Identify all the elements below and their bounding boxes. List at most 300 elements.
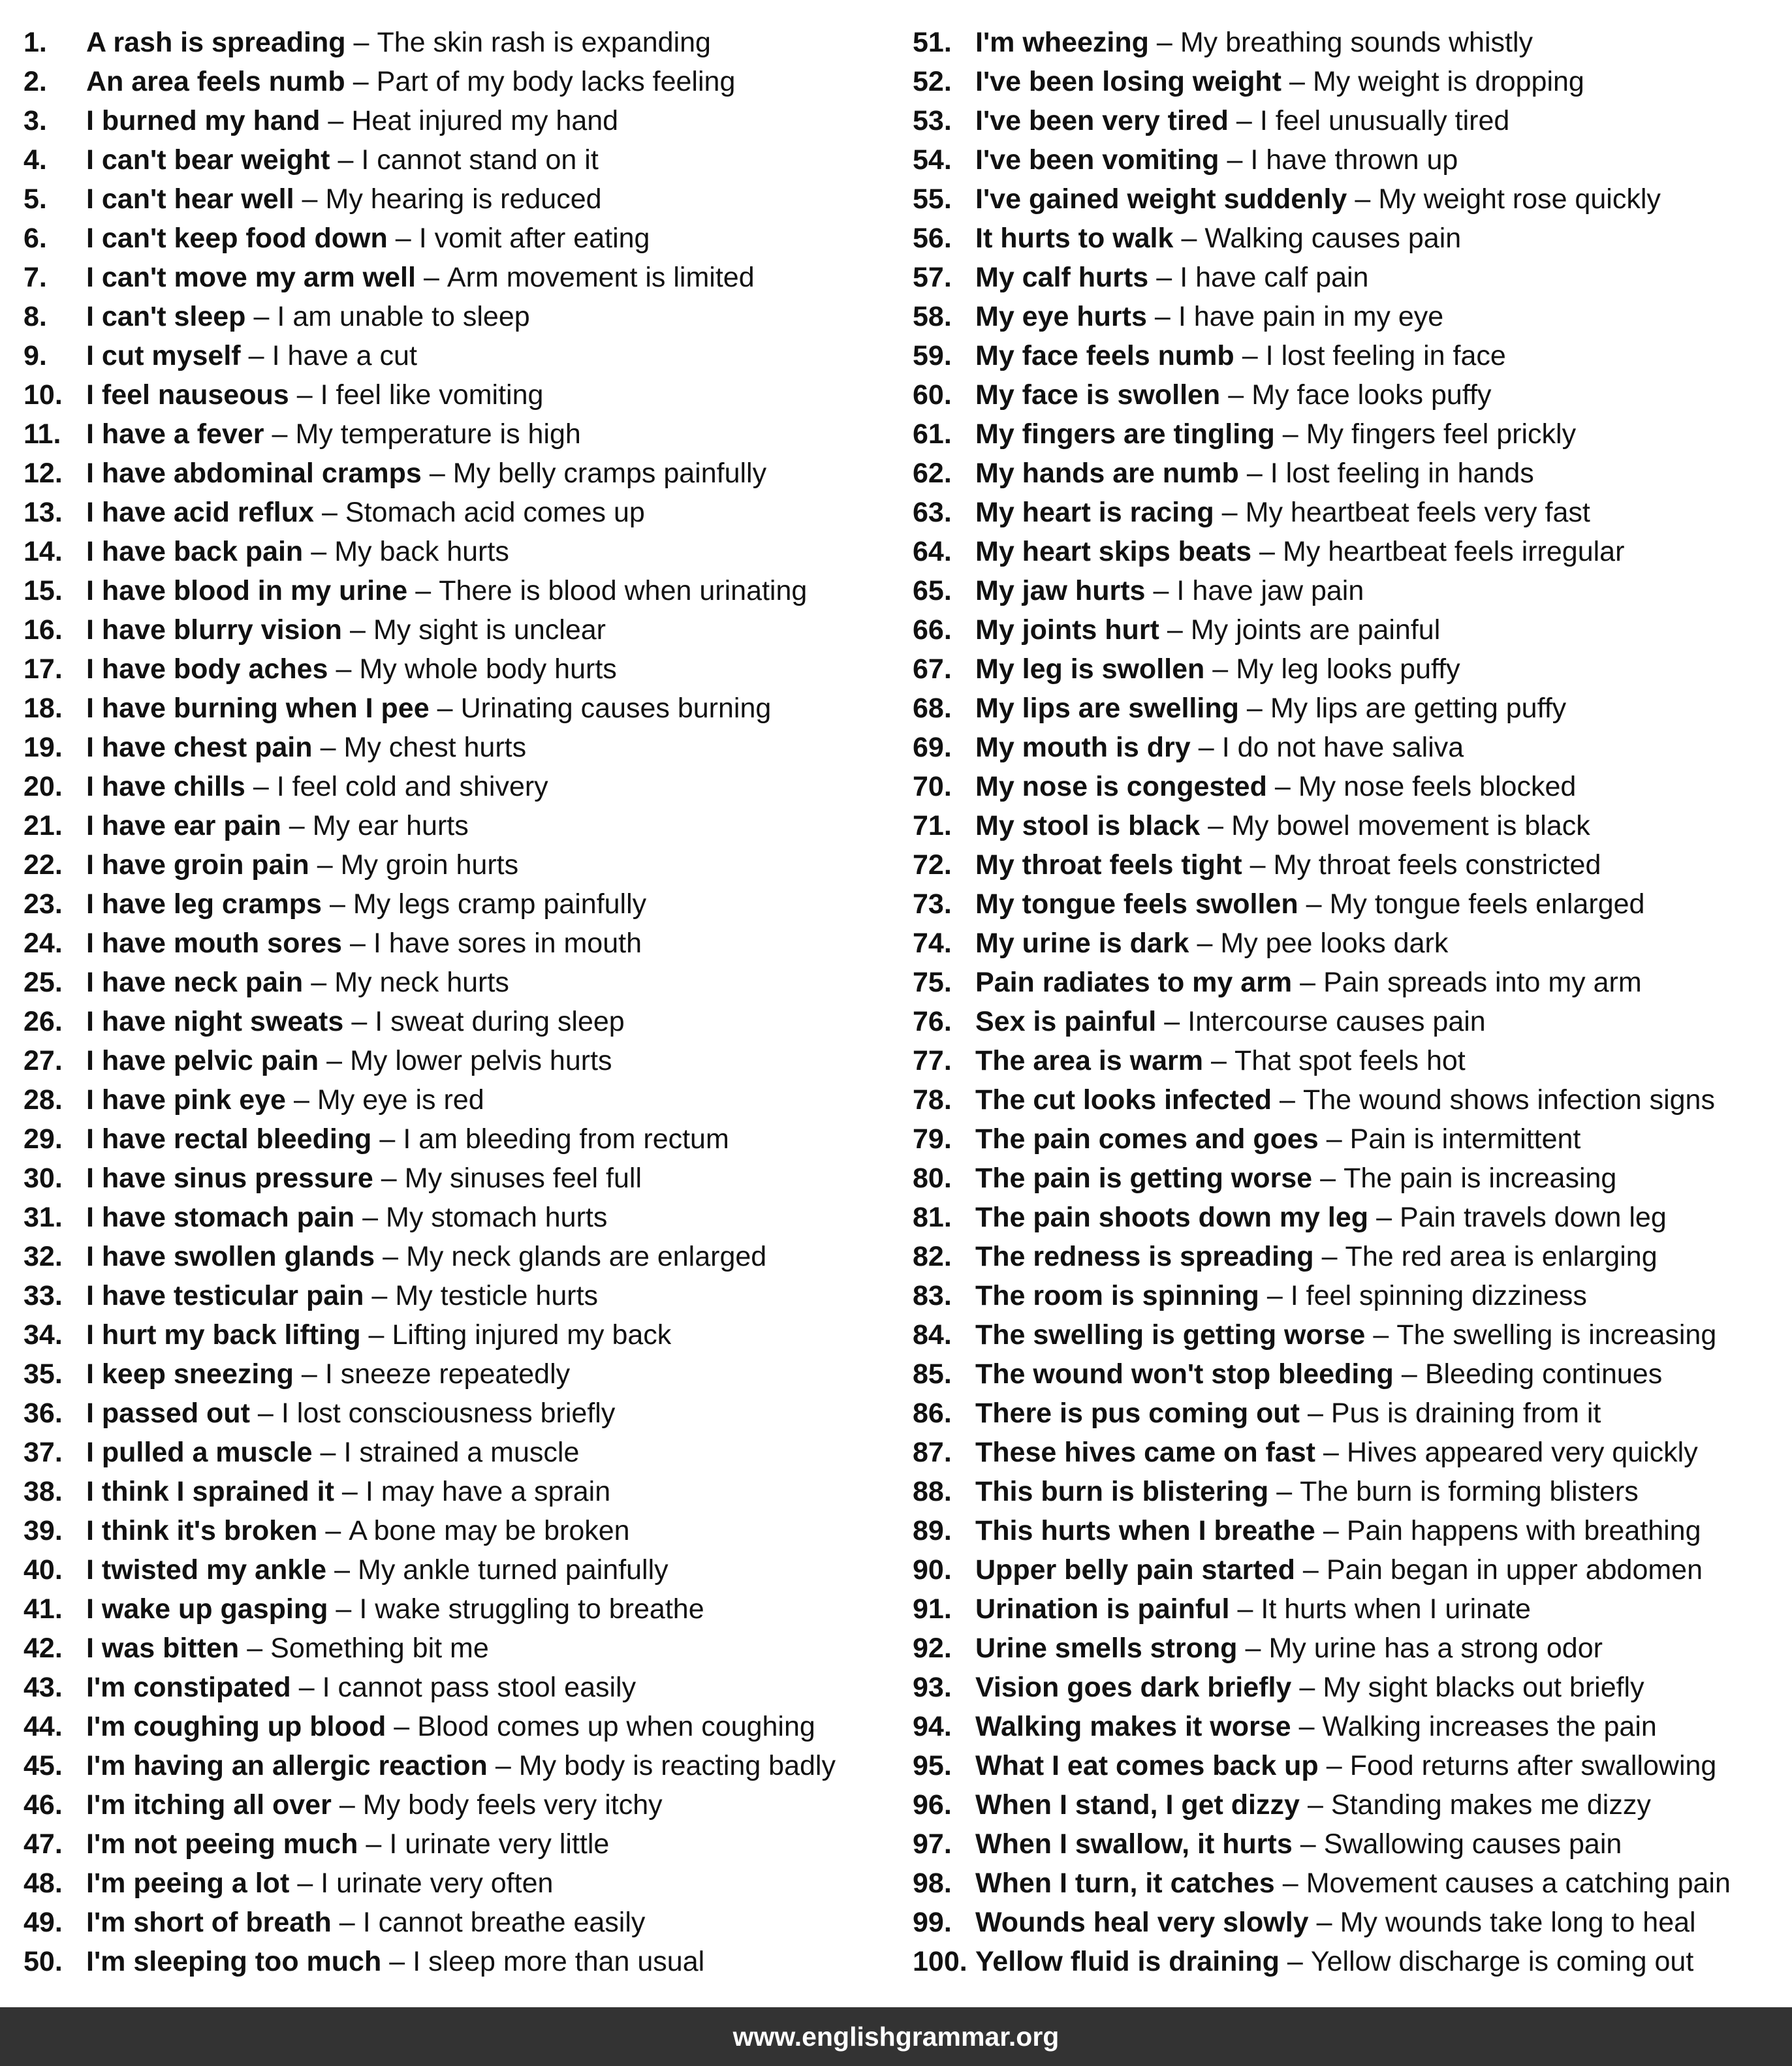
item-number: 25. [24,967,63,998]
item-text [86,1080,484,1119]
item-text [86,140,599,180]
item-text [86,1550,668,1589]
item-meaning: Pain began in upper abdomen [1326,1554,1703,1586]
item-number: 6. [24,223,47,254]
item-text [975,963,1642,1002]
list-item [24,1707,892,1746]
item-number: 38. [24,1476,63,1507]
item-phrase: There is pus coming out [975,1398,1300,1429]
item-number: 44. [24,1711,63,1742]
item-phrase: Pain radiates to my arm [975,967,1293,998]
item-phrase: I can't hear well [86,183,294,215]
list-item [913,258,1787,297]
item-number: 67. [913,653,952,685]
item-text [86,1119,729,1159]
item-phrase: This hurts when I breathe [975,1515,1315,1546]
item-meaning: My wounds take long to heal [1340,1907,1696,1938]
list-item [913,884,1787,924]
item-number: 18. [24,693,63,724]
item-separator: – [1307,1789,1323,1821]
item-separator: – [1237,1593,1253,1625]
item-phrase: Yellow fluid is draining [975,1946,1280,1977]
item-number: 15. [24,575,63,606]
item-separator: – [437,693,453,724]
item-meaning: My breathing sounds whistly [1180,27,1533,58]
item-meaning: Heat injured my hand [351,105,619,136]
item-separator: – [1323,1515,1339,1546]
item-number: 21. [24,810,63,841]
item-number: 36. [24,1398,63,1429]
item-phrase: I have rectal bleeding [86,1123,372,1155]
item-number: 31. [24,1202,63,1233]
right-column [913,23,1787,1981]
item-number: 41. [24,1593,63,1625]
item-separator: – [1164,1006,1180,1037]
item-text [975,454,1534,493]
item-phrase: When I swallow, it hurts [975,1828,1293,1860]
item-phrase: I'm wheezing [975,27,1149,58]
item-meaning: Pain travels down leg [1400,1202,1667,1233]
item-text [975,767,1576,806]
item-number: 35. [24,1358,63,1390]
item-separator: – [1266,1280,1283,1311]
item-text [975,62,1584,101]
item-meaning: I wake struggling to breathe [359,1593,704,1625]
list-item [24,1002,892,1041]
item-phrase: I was bitten [86,1633,240,1664]
list-item [24,415,892,454]
item-number: 60. [913,379,952,411]
item-phrase: I have acid reflux [86,497,314,528]
item-phrase: The area is warm [975,1045,1203,1076]
item-number: 37. [24,1437,63,1468]
item-separator: – [297,1868,313,1899]
list-item [24,336,892,375]
item-phrase: I think I sprained it [86,1476,334,1507]
item-phrase: My lips are swelling [975,693,1239,724]
item-phrase: My urine is dark [975,928,1189,959]
item-meaning: My leg looks puffy [1236,653,1460,685]
item-separator: – [339,1789,355,1821]
item-number: 64. [913,536,952,567]
list-item [24,219,892,258]
item-separator: – [1287,1946,1303,1977]
item-phrase: I have body aches [86,653,328,685]
footer-bar [0,2007,1792,2066]
item-meaning: My belly cramps painfully [452,458,767,489]
item-separator: – [321,497,338,528]
list-item [913,1707,1787,1746]
list-item [913,375,1787,415]
list-item [913,62,1787,101]
item-number: 63. [913,497,952,528]
item-number: 98. [913,1868,952,1899]
list-item [913,1198,1787,1237]
item-phrase: I have swollen glands [86,1241,375,1272]
item-meaning: I may have a sprain [365,1476,611,1507]
list-item [24,1629,892,1668]
item-number: 11. [24,418,61,450]
item-separator: – [495,1750,511,1781]
item-phrase: These hives came on fast [975,1437,1315,1468]
list-item [24,728,892,767]
item-text [86,610,606,650]
list-item [24,1668,892,1707]
item-separator: – [353,66,369,97]
item-meaning: My heartbeat feels very fast [1245,497,1590,528]
item-text [975,1119,1580,1159]
item-separator: – [1298,1711,1315,1742]
item-number: 66. [913,614,952,646]
list-item [913,1276,1787,1315]
item-meaning: Pain spreads into my arm [1323,967,1642,998]
item-phrase: My hands are numb [975,458,1239,489]
item-text [86,1707,815,1746]
list-item [24,1276,892,1315]
list-item [913,1550,1787,1589]
item-separator: – [320,1437,336,1468]
list-item [24,1433,892,1472]
item-separator: – [1300,1828,1316,1860]
item-separator: – [1282,418,1298,450]
item-separator: – [296,379,313,411]
item-text [975,140,1458,180]
item-separator: – [349,614,366,646]
item-text [86,1629,489,1668]
item-separator: – [351,1006,368,1037]
list-item [24,1942,892,1981]
item-phrase: I have back pain [86,536,304,567]
item-text [86,806,469,845]
item-phrase: I'm peeing a lot [86,1868,290,1899]
item-number: 61. [913,418,952,450]
item-phrase: I have neck pain [86,967,304,998]
item-meaning: The burn is forming blisters [1300,1476,1639,1507]
item-meaning: I feel unusually tired [1259,105,1510,136]
list-item [913,1589,1787,1629]
item-text [975,23,1533,62]
item-text [86,571,807,610]
list-item [24,650,892,689]
item-phrase: It hurts to walk [975,223,1174,254]
item-phrase: I've been vomiting [975,144,1219,176]
item-separator: – [362,1202,378,1233]
item-number: 82. [913,1241,952,1272]
item-meaning: It hurts when I urinate [1261,1593,1531,1625]
item-phrase: Upper belly pain started [975,1554,1295,1586]
item-phrase: The room is spinning [975,1280,1259,1311]
list-item [24,1237,892,1276]
item-separator: – [1373,1319,1389,1351]
item-number: 42. [24,1633,63,1664]
item-phrase: I have chills [86,771,245,802]
item-phrase: I've gained weight suddenly [975,183,1347,215]
item-text [975,1472,1639,1511]
item-text [86,23,711,62]
item-meaning: Walking increases the pain [1322,1711,1657,1742]
item-text [86,1041,612,1080]
item-separator: – [1156,262,1172,293]
item-text [975,1864,1731,1903]
list-item [913,1746,1787,1785]
list-item [913,180,1787,219]
item-separator: – [381,1163,397,1194]
item-text [975,1080,1715,1119]
item-meaning: The wound shows infection signs [1302,1084,1715,1116]
item-phrase: My leg is swollen [975,653,1205,685]
item-number: 76. [913,1006,952,1037]
list-item [913,1629,1787,1668]
item-number: 10. [24,379,63,411]
item-phrase: My heart skips beats [975,536,1252,567]
item-number: 32. [24,1241,63,1272]
item-meaning: My neck glands are enlarged [406,1241,767,1272]
item-phrase: I wake up gasping [86,1593,328,1625]
list-item [24,845,892,884]
item-number: 55. [913,183,952,215]
item-separator: – [353,27,369,58]
item-phrase: I have pink eye [86,1084,286,1116]
item-meaning: I lost consciousness briefly [281,1398,616,1429]
item-number: 57. [913,262,952,293]
item-separator: – [272,418,288,450]
list-item [24,963,892,1002]
item-text [975,1746,1716,1785]
item-meaning: I urinate very often [321,1868,554,1899]
item-separator: – [247,1633,263,1664]
item-phrase: An area feels numb [86,66,345,97]
item-text [975,1315,1716,1354]
item-text [975,532,1624,571]
item-separator: – [253,301,270,332]
item-meaning: Part of my body lacks feeling [376,66,736,97]
item-phrase: When I stand, I get dizzy [975,1789,1300,1821]
list-item [913,845,1787,884]
list-item [913,767,1787,806]
item-meaning: Bleeding continues [1424,1358,1663,1390]
item-phrase: I'm sleeping too much [86,1946,382,1977]
item-text [86,767,548,806]
footer-website: www.englishgrammar.org [732,2021,1060,2052]
item-number: 16. [24,614,63,646]
item-phrase: The pain comes and goes [975,1123,1319,1155]
item-separator: – [1316,1907,1332,1938]
item-meaning: Yellow discharge is coming out [1310,1946,1694,1977]
list-item [913,806,1787,845]
item-number: 26. [24,1006,63,1037]
item-meaning: There is blood when urinating [439,575,808,606]
item-meaning: I have thrown up [1250,144,1458,176]
list-item [24,1472,892,1511]
item-phrase: I have groin pain [86,849,309,881]
item-separator: – [1376,1202,1392,1233]
item-meaning: My nose feels blocked [1298,771,1577,802]
item-number: 4. [24,144,47,176]
item-phrase: I have burning when I pee [86,693,430,724]
item-text [86,728,526,767]
list-item [24,1159,892,1198]
item-separator: – [326,1045,343,1076]
item-text [975,1159,1616,1198]
item-text [975,375,1491,415]
item-number: 72. [913,849,952,881]
item-number: 74. [913,928,952,959]
item-meaning: I feel spinning dizziness [1290,1280,1587,1311]
item-meaning: Lifting injured my back [392,1319,672,1351]
item-text [86,1276,598,1315]
item-meaning: My temperature is high [295,418,581,450]
item-meaning: Intercourse causes pain [1187,1006,1486,1037]
item-separator: – [394,1711,410,1742]
item-number: 85. [913,1358,952,1390]
item-number: 92. [913,1633,952,1664]
item-text [975,1668,1644,1707]
item-text [975,101,1509,140]
item-separator: – [293,1084,309,1116]
list-item [24,1511,892,1550]
item-text [975,1942,1693,1981]
item-number: 28. [24,1084,63,1116]
item-meaning: I cannot breathe easily [362,1907,646,1938]
item-text [975,1237,1658,1276]
item-number: 30. [24,1163,63,1194]
item-phrase: I have night sweats [86,1006,344,1037]
list-item [913,689,1787,728]
list-item [913,1159,1787,1198]
item-text [975,689,1566,728]
item-meaning: Hives appeared very quickly [1346,1437,1698,1468]
item-meaning: I am unable to sleep [277,301,530,332]
item-separator: – [339,1907,355,1938]
list-item [913,1041,1787,1080]
item-phrase: I have leg cramps [86,888,322,920]
item-separator: – [328,105,344,136]
item-meaning: My weight rose quickly [1378,183,1661,215]
item-meaning: The swelling is increasing [1396,1319,1717,1351]
item-text [86,493,645,532]
list-item [24,454,892,493]
item-meaning: My sinuses feel full [404,1163,642,1194]
list-item [24,62,892,101]
list-item [913,454,1787,493]
list-item [24,1864,892,1903]
item-phrase: My mouth is dry [975,732,1191,763]
item-phrase: I'm coughing up blood [86,1711,386,1742]
item-phrase: I have blood in my urine [86,575,408,606]
item-separator: – [1227,144,1243,176]
item-text [86,1511,630,1550]
item-meaning: I have sores in mouth [373,928,642,959]
item-text [86,689,771,728]
item-meaning: Pus is draining from it [1330,1398,1601,1429]
item-separator: – [1326,1750,1342,1781]
item-separator: – [1299,1672,1315,1703]
item-number: 7. [24,262,47,293]
list-item [913,650,1787,689]
item-meaning: Something bit me [270,1633,489,1664]
item-separator: – [1306,888,1322,920]
item-text [86,258,755,297]
item-number: 97. [913,1828,952,1860]
list-item [913,1080,1787,1119]
item-number: 62. [913,458,952,489]
item-phrase: I'm itching all over [86,1789,332,1821]
item-phrase: My eye hurts [975,301,1147,332]
list-item [24,1119,892,1159]
item-separator: – [253,771,269,802]
item-meaning: I have a cut [272,340,417,371]
item-separator: – [429,458,445,489]
item-text [86,1472,610,1511]
item-separator: – [1274,771,1291,802]
item-separator: – [320,732,336,763]
item-number: 90. [913,1554,952,1586]
item-separator: – [1221,497,1238,528]
item-phrase: My fingers are tingling [975,418,1275,450]
item-number: 95. [913,1750,952,1781]
item-number: 19. [24,732,63,763]
list-item [24,1394,892,1433]
item-meaning: I lost feeling in face [1265,340,1506,371]
item-text [975,1550,1703,1589]
list-item [24,258,892,297]
item-text [86,1433,579,1472]
item-separator: – [1153,575,1169,606]
item-meaning: The red area is enlarging [1345,1241,1658,1272]
item-number: 13. [24,497,63,528]
item-number: 3. [24,105,47,136]
item-separator: – [1156,27,1172,58]
item-meaning: My legs cramp painfully [353,888,647,920]
item-separator: – [1320,1163,1336,1194]
list-item [913,532,1787,571]
item-phrase: I have mouth sores [86,928,342,959]
item-separator: – [1321,1241,1338,1272]
item-phrase: Urine smells strong [975,1633,1238,1664]
item-separator: – [1323,1437,1339,1468]
item-meaning: My face looks puffy [1251,379,1492,411]
item-number: 58. [913,301,952,332]
item-separator: – [1242,340,1258,371]
list-item [913,23,1787,62]
item-meaning: I have calf pain [1180,262,1369,293]
item-text [86,1394,615,1433]
item-meaning: My weight is dropping [1312,66,1584,97]
item-meaning: My eye is red [317,1084,484,1116]
item-text [86,336,417,375]
item-phrase: I can't bear weight [86,144,330,176]
item-number: 100. [913,1946,967,1977]
item-text [975,1785,1651,1824]
item-number: 8. [24,301,47,332]
item-phrase: Wounds heal very slowly [975,1907,1309,1938]
item-separator: – [1208,810,1224,841]
item-number: 54. [913,144,952,176]
item-number: 77. [913,1045,952,1076]
item-text [86,1159,642,1198]
item-phrase: I passed out [86,1398,250,1429]
list-item [913,1433,1787,1472]
item-meaning: Blood comes up when coughing [417,1711,815,1742]
item-text [975,1433,1698,1472]
item-meaning: I lost feeling in hands [1270,458,1534,489]
item-separator: – [349,928,366,959]
item-meaning: I have pain in my eye [1178,301,1444,332]
item-separator: – [1154,301,1171,332]
item-number: 48. [24,1868,63,1899]
item-phrase: Vision goes dark briefly [975,1672,1292,1703]
item-separator: – [329,888,345,920]
